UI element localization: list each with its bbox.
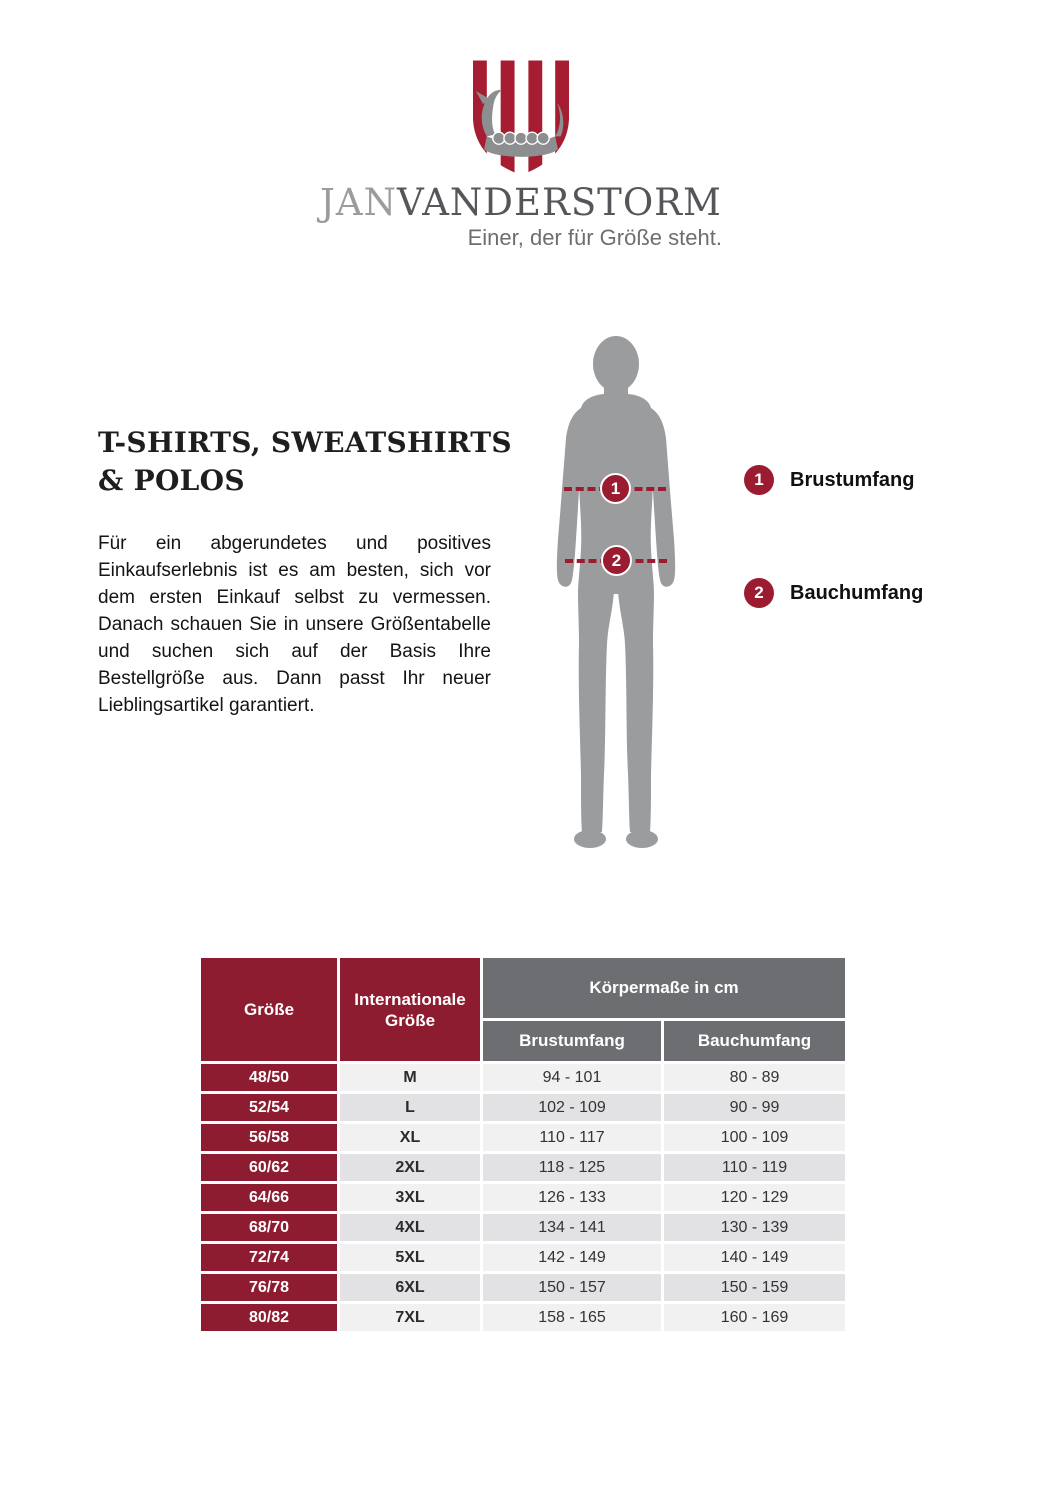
cell-groesse: 64/66 [201,1184,337,1211]
cell-groesse: 76/78 [201,1274,337,1301]
legend-item-bauchumfang [744,578,923,608]
header-koerpermasse: Körpermaße in cm [483,958,845,1018]
header-groesse: Größe [201,958,337,1061]
table-row [201,1214,845,1241]
legend-badge-2: 2 [744,578,774,608]
cell-groesse: 68/70 [201,1214,337,1241]
table-row [201,1244,845,1271]
table-row [201,1124,845,1151]
legend-badge-1: 1 [744,465,774,495]
cell-bauchumfang: 100 - 109 [664,1124,845,1151]
page-title-line2: & POLOS [98,464,245,497]
table-row [201,1064,845,1091]
chest-marker-badge: 1 [600,473,631,504]
table-row [201,1094,845,1121]
cell-international: 7XL [340,1304,480,1331]
cell-bauchumfang: 140 - 149 [664,1244,845,1271]
cell-brustumfang: 94 - 101 [483,1064,661,1091]
cell-groesse: 48/50 [201,1064,337,1091]
cell-groesse: 60/62 [201,1154,337,1181]
cell-groesse: 72/74 [201,1244,337,1271]
viking-ship-shield-icon [462,55,580,177]
cell-bauchumfang: 150 - 159 [664,1274,845,1301]
brand-shield-logo [462,55,580,177]
cell-brustumfang: 150 - 157 [483,1274,661,1301]
cell-international: 5XL [340,1244,480,1271]
table-row [201,1304,845,1331]
cell-international: M [340,1064,480,1091]
cell-bauchumfang: 90 - 99 [664,1094,845,1121]
intro-paragraph: Für ein abgerundetes und positives Einkaufserlebnis ist es am besten, sich vor dem ersten Einkauf selbst zu vermessen. Danach schauen Sie in unsere Größentabelle und suchen sich auf der Basis Ihre Bestellgröße aus. Dann passt Ihr neuer Lieblingsartikel garantiert. [98,533,491,716]
cell-bauchumfang: 110 - 119 [664,1154,845,1181]
cell-brustumfang: 142 - 149 [483,1244,661,1271]
header-bauchumfang: Bauchumfang [664,1021,845,1061]
cell-brustumfang: 118 - 125 [483,1154,661,1181]
page-title-line1: T-SHIRTS, SWEATSHIRTS [98,426,512,459]
header-brustumfang: Brustumfang [483,1021,661,1061]
cell-groesse: 56/58 [201,1124,337,1151]
cell-international: 2XL [340,1154,480,1181]
table-header-row-1 [201,958,845,1018]
cell-brustumfang: 126 - 133 [483,1184,661,1211]
cell-brustumfang: 134 - 141 [483,1214,661,1241]
cell-bauchumfang: 120 - 129 [664,1184,845,1211]
cell-international: 4XL [340,1214,480,1241]
legend-label-bauchumfang: Bauchumfang [790,581,924,604]
cell-bauchumfang: 130 - 139 [664,1214,845,1241]
table-row [201,1154,845,1181]
cell-groesse: 80/82 [201,1304,337,1331]
body-silhouette-figure [528,333,704,855]
brand-text-block [320,183,722,251]
page-title [98,424,512,500]
cell-bauchumfang: 160 - 169 [664,1304,845,1331]
cell-brustumfang: 110 - 117 [483,1124,661,1151]
brand-wordmark [320,183,722,223]
cell-international: 6XL [340,1274,480,1301]
size-table [198,955,848,1334]
cell-brustumfang: 102 - 109 [483,1094,661,1121]
table-row [201,1274,845,1301]
header-internationale-groesse: Internationale Größe [340,958,480,1061]
waist-marker-badge: 2 [601,545,632,576]
cell-brustumfang: 158 - 165 [483,1304,661,1331]
table-row [201,1184,845,1211]
brand-wordmark-vanderstorm: VANDERSTORM [396,181,722,224]
legend-label-brustumfang: Brustumfang [790,468,915,491]
brand-wordmark-jan: JAN [320,181,397,224]
legend-item-brustumfang [744,465,914,495]
cell-international: L [340,1094,480,1121]
brand-header [0,55,1042,251]
brand-tagline: Einer, der für Größe steht. [467,225,722,250]
cell-bauchumfang: 80 - 89 [664,1064,845,1091]
cell-international: 3XL [340,1184,480,1211]
cell-groesse: 52/54 [201,1094,337,1121]
male-silhouette-icon [528,333,704,855]
cell-international: XL [340,1124,480,1151]
